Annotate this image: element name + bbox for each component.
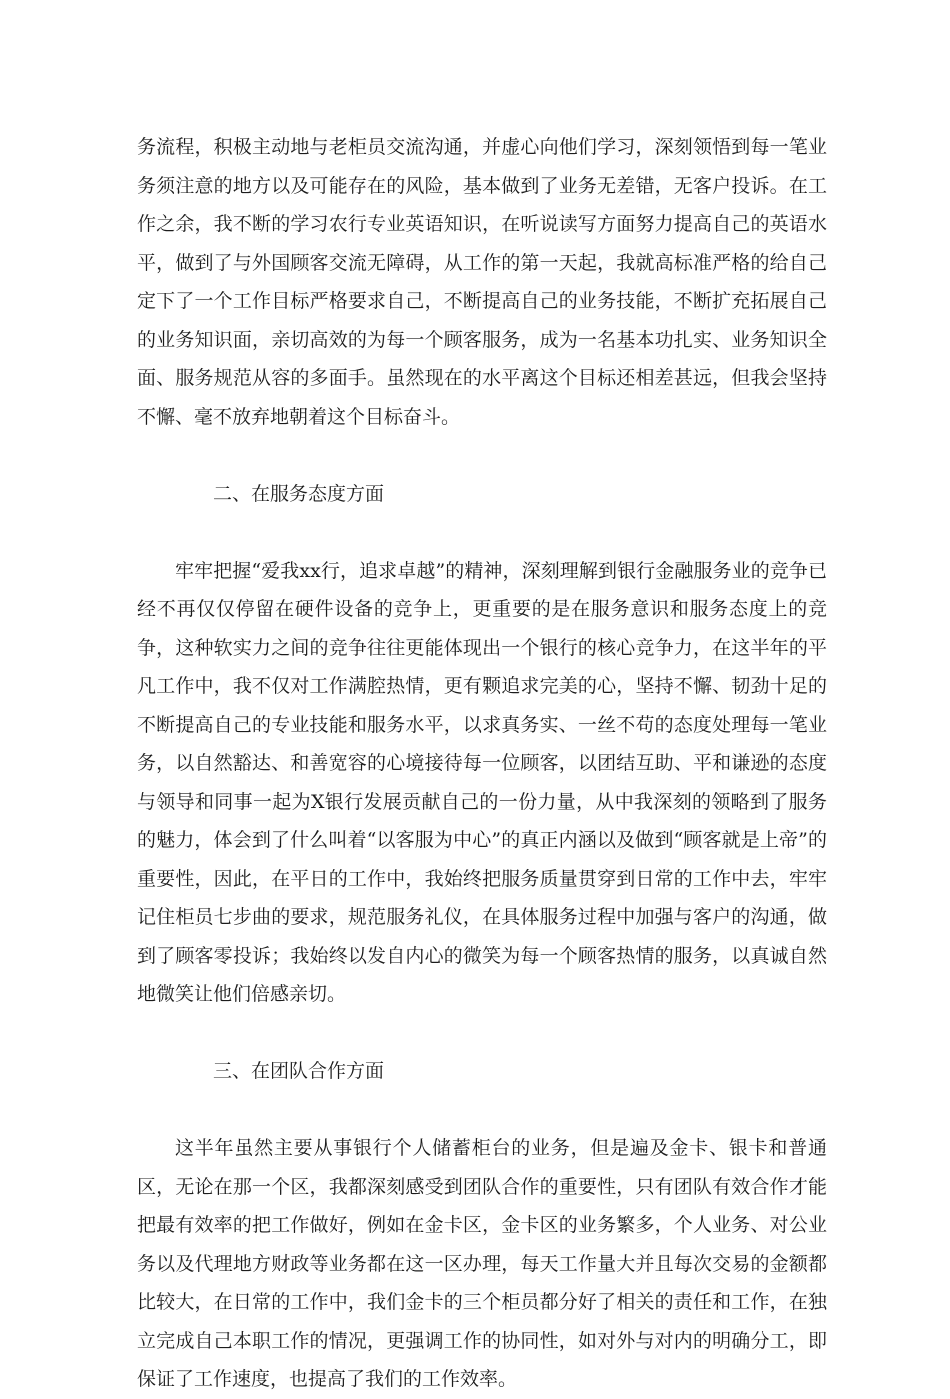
paragraph-spacer bbox=[137, 513, 827, 552]
section-heading-teamwork: 三、在团队合作方面 bbox=[213, 1060, 385, 1082]
paragraph-spacer bbox=[137, 1091, 827, 1130]
section-heading-service-attitude: 二、在服务态度方面 bbox=[213, 482, 385, 505]
paragraph-service-attitude: 牢牢把握“爱我xx行，追求卓越”的精神，深刻理解到银行金融服务业的竞争已经不再仅仅停留在硬件设备的竞争上，更重要的是在服务意识和服务态度上的竞争，这种软实力之间的竞争往往更能体现出一个银行的核心竞争力，在这半年的平凡工作中，我不仅对工作满腔热情，更有颗追求完美的心，坚持不懈、韧劲十足的不断提高自己的专业技能和服务水平，以求真务实、一丝不苟的态度处理每一笔业务，以自然豁达、和善宽容的心境接待每一位顾客，以团结互助、平和谦逊的态度与领导和同事一起为X银行发展贡献自己的一份力量，从中我深刻的领略到了服务的魅力，体会到了什么叫着“以客服为中心”的真正内涵以及做到“顾客就是上帝”的重要性，因此，在平日的工作中，我始终把服务质量贯穿到日常的工作中去，牢牢记住柜员七步曲的要求，规范服务礼仪，在具体服务过程中加强与客户的沟通，做到了顾客零投诉；我始终以发自内心的微笑为每一个顾客热情的服务，以真诚自然地微笑让他们倍感亲切。 bbox=[137, 559, 827, 1005]
paragraph-teamwork: 这半年虽然主要从事银行个人储蓄柜台的业务，但是遍及金卡、银卡和普通区，无论在那一个区，我都深刻感受到团队合作的重要性，只有团队有效合作才能把最有效率的把工作做好，例如在金卡区，金卡区的业务繁多，个人业务、对公业务以及代理地方财政等业务都在这一区办理，每天工作量大并且每次交易的金额都比较大，在日常的工作中，我们金卡的三个柜员都分好了相关的责任和工作，在独立完成自己本职工作的情况，更强调工作的协同性，如对外与对内的明确分工，即保证了工作速度，也提高了我们的工作效率。 bbox=[137, 1137, 827, 1390]
paragraph-spacer bbox=[137, 436, 827, 475]
paragraph-spacer bbox=[137, 1014, 827, 1053]
document-body bbox=[137, 128, 827, 1399]
paragraph-business-process: 务流程，积极主动地与老柜员交流沟通，并虚心向他们学习，深刻领悟到每一笔业务须注意的地方以及可能存在的风险，基本做到了业务无差错，无客户投诉。在工作之余，我不断的学习农行专业英语知识，在听说读写方面努力提高自己的英语水平，做到了与外国顾客交流无障碍，从工作的第一天起，我就高标准严格的给自己定下了一个工作目标严格要求自己，不断提高自己的业务技能，不断扩充拓展自己的业务知识面，亲切高效的为每一个顾客服务，成为一名基本功扎实、业务知识全面、服务规范从容的多面手。虽然现在的水平离这个目标还相差甚远，但我会坚持不懈、毫不放弃地朝着这个目标奋斗。 bbox=[137, 136, 827, 428]
